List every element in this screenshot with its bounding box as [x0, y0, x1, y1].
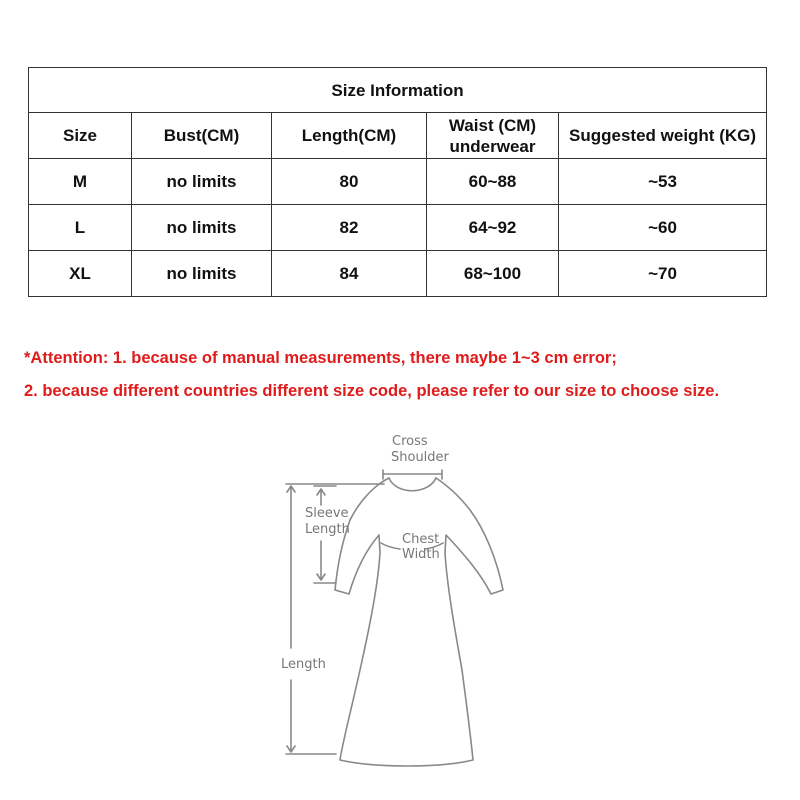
cross-shoulder-bracket [383, 470, 442, 479]
cross-shoulder-label-1: Cross [392, 434, 428, 449]
neckline [389, 478, 436, 491]
cell-weight: ~70 [559, 251, 767, 297]
cross-shoulder-label-2: Shoulder [391, 450, 449, 465]
length-arrow-bottom [287, 680, 295, 752]
cell-bust: no limits [132, 205, 272, 251]
cell-length: 80 [272, 159, 427, 205]
cell-size: M [29, 159, 132, 205]
cell-weight: ~53 [559, 159, 767, 205]
length-arrow-top [287, 486, 295, 648]
chest-line-left [381, 543, 400, 549]
cell-bust: no limits [132, 251, 272, 297]
header-waist-line2: underwear [449, 136, 536, 156]
header-waist-line1: Waist (CM) [448, 115, 537, 135]
cell-size: L [29, 205, 132, 251]
cell-bust: no limits [132, 159, 272, 205]
sleeve-length-arrow-bottom [317, 541, 325, 580]
cell-weight: ~60 [559, 205, 767, 251]
cell-waist: 60~88 [427, 159, 559, 205]
cell-size: XL [29, 251, 132, 297]
cell-length: 84 [272, 251, 427, 297]
length-label: Length [281, 657, 326, 672]
attention-line-2: 2. because different countries different size code, please refer to our size to choose size. [24, 382, 720, 400]
header-weight: Suggested weight (KG) [559, 113, 767, 159]
sleeve-length-label-2: Length [305, 522, 350, 537]
sleeve-length-arrow-top [317, 489, 325, 505]
header-size: Size [29, 113, 132, 159]
sleeve-length-label-1: Sleeve [305, 506, 349, 521]
table-title: Size Information [29, 68, 767, 113]
dress-outline [335, 478, 503, 766]
chest-width-label-1: Chest [402, 532, 440, 547]
header-length: Length(CM) [272, 113, 427, 159]
chest-width-label-2: Width [402, 547, 440, 562]
attention-line-1: *Attention: 1. because of manual measurements, there maybe 1~3 cm error; [24, 349, 617, 367]
header-bust: Bust(CM) [132, 113, 272, 159]
cell-waist: 64~92 [427, 205, 559, 251]
cell-length: 82 [272, 205, 427, 251]
cell-waist: 68~100 [427, 251, 559, 297]
